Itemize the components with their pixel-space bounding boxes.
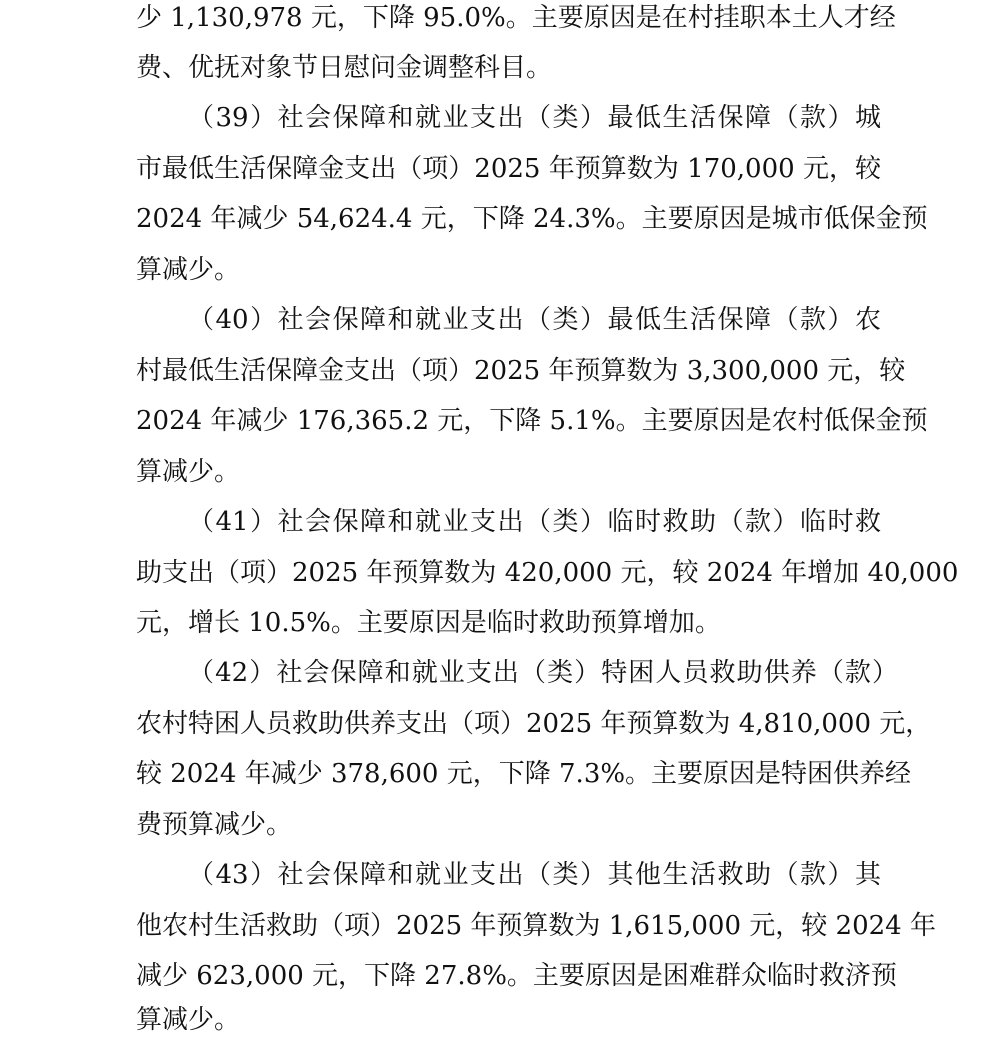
paragraph-heading-line: （39）社会保障和就业支出（类）最低生活保障（款）城 xyxy=(188,103,881,133)
paragraph-heading-line: （41）社会保障和就业支出（类）临时救助（款）临时救 xyxy=(188,507,881,537)
text-line: 较 2024 年减少 378,600 元，下降 7.3%。主要原因是特困供养经 xyxy=(136,759,912,789)
text-line: 村最低生活保障金支出（项）2025 年预算数为 3,300,000 元，较 xyxy=(136,356,906,386)
text-line: 他农村生活救助（项）2025 年预算数为 1,615,000 元，较 2024 年 xyxy=(136,911,936,941)
text-line: 费预算减少。 xyxy=(136,810,293,840)
text-line: 费、优抚对象节日慰问金调整科目。 xyxy=(136,53,553,83)
paragraph-heading-line: （40）社会保障和就业支出（类）最低生活保障（款）农 xyxy=(188,305,881,335)
text-line: 市最低生活保障金支出（项）2025 年预算数为 170,000 元，较 xyxy=(136,154,881,184)
text-line: 助支出（项）2025 年预算数为 420,000 元，较 2024 年增加 40,000 xyxy=(136,558,959,588)
text-line: 减少 623,000 元，下降 27.8%。主要原因是困难群众临时救济预 xyxy=(136,961,897,991)
paragraph-heading-line: （43）社会保障和就业支出（类）其他生活救助（款）其 xyxy=(188,860,881,890)
paragraph-heading-line: （42）社会保障和就业支出（类）特困人员救助供养（款） xyxy=(188,658,898,688)
text-line: 算减少。 xyxy=(136,1005,241,1035)
text-line: 元，增长 10.5%。主要原因是临时救助预算增加。 xyxy=(136,608,721,638)
text-line: 2024 年减少 176,365.2 元，下降 5.1%。主要原因是农村低保金预 xyxy=(136,406,928,436)
text-line: 算减少。 xyxy=(136,255,241,285)
text-line: 少 1,130,978 元，下降 95.0%。主要原因是在村挂职本土人才经 xyxy=(136,3,896,33)
text-line: 2024 年减少 54,624.4 元，下降 24.3%。主要原因是城市低保金预 xyxy=(136,204,928,234)
text-line: 算减少。 xyxy=(136,457,241,487)
text-line: 农村特困人员救助供养支出（项）2025 年预算数为 4,810,000 元， xyxy=(136,709,932,739)
